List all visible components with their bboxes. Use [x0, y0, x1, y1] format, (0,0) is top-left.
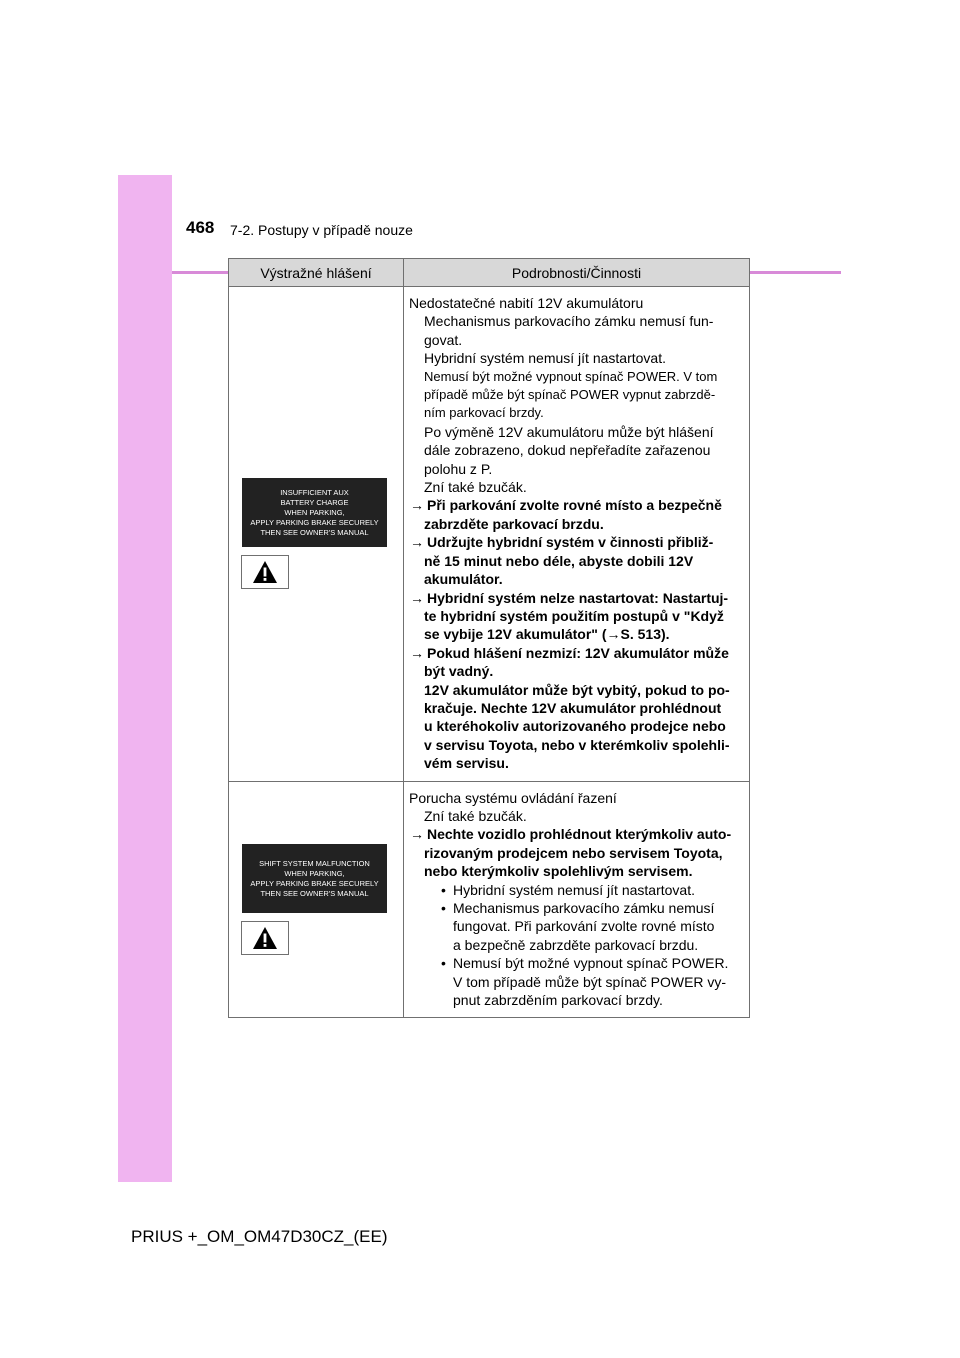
- chapter-title: 7-2. Postupy v případě nouze: [230, 222, 413, 238]
- warning-image-cell: [229, 781, 404, 1018]
- arrow-icon: →: [410, 644, 424, 661]
- details-cell: Porucha systému ovládání řazení Zní také bzučák. → Nechte vozidlo prohlédnout kterýmkoliv auto- rizovaným prodejcem nebo servisem Toyota, nebo kterýmkoliv spolehlivým servisem. • Hybridní systém nemusí jít nastartovat. • Mechanismus parkovacího zámku nemusí fungovat. Při parkování zvolte rovné místo a bezpečně zabrzděte parkovací brzdu. • Nemusí být možné vypnout spínač POWER. V tom případě může být spínač POWER vy- pnut zabrzděním parkovací brzdy.: [404, 781, 750, 1018]
- warning-image-cell: [229, 287, 404, 782]
- bullet-icon: •: [441, 881, 446, 898]
- bullet-icon: •: [441, 955, 446, 972]
- bullet-icon: •: [441, 900, 446, 916]
- page-reference-link[interactable]: S. 513).: [620, 626, 670, 643]
- table-row: [229, 287, 750, 782]
- display-message-shift-malfunction: SHIFT SYSTEM MALFUNCTION WHEN PARKING, APPLY PARKING BRAKE SECURELY THEN SEE OWNER'S MANUAL: [242, 844, 387, 913]
- page-number: 468: [186, 218, 215, 237]
- arrow-icon: →: [410, 826, 424, 843]
- document-footer: PRIUS +_OM_OM47D30CZ_(EE): [131, 1227, 388, 1246]
- chapter-sidebar-tab: [118, 175, 172, 1182]
- column-header-details: Podrobnosti/Činnosti: [404, 259, 750, 287]
- warning-messages-table: [228, 258, 750, 1018]
- arrow-icon: →: [410, 497, 424, 514]
- arrow-icon: →: [410, 589, 424, 606]
- arrow-icon: →: [606, 626, 621, 643]
- column-header-warning: Výstražné hlášení: [229, 259, 404, 287]
- warning-triangle-icon: [241, 555, 289, 589]
- table-header-row: [229, 259, 750, 287]
- warning-triangle-icon: [241, 921, 289, 955]
- arrow-icon: →: [410, 534, 424, 551]
- display-message-insufficient-aux: INSUFFICIENT AUX BATTERY CHARGE WHEN PARKING, APPLY PARKING BRAKE SECURELY THEN SEE OWNER'S MANUAL: [242, 478, 387, 547]
- details-cell: Nedostatečné nabití 12V akumulátoru Mechanismus parkovacího zámku nemusí fun- govat. Hybridní systém nemusí jít nastartovat. Nemusí být možné vypnout spínač POWER. V tom případě může být spínač POWER vypnut zabrzdě- ním parkovací brzdy. Po výměně 12V akumulátoru může být hlášení dále zobrazeno, dokud nepřeřadíte zařazenou polohu z P. Zní také bzučák. → Při parkování zvolte rovné místo a bezpečně zabrzděte parkovací brzdu. → Udržujte hybridní systém v činnosti přibliž- ně 15 minut nebo déle, abyste dobili 12V akumulátor. → Hybridní systém nelze nastartovat: Nastartuj- te hybridní systém použitím postupů v "Když se vybije 12V akumulátor" (→S. 513). → Pokud hlášení nezmizí: 12V akumulátor může být vadný. 12V akumulátor může být vybitý, pokud to po- kračuje. Nechte 12V akumulátor prohlédnout u kteréhokoliv autorizovaného prodejce nebo v servisu Toyota, nebo v kterémkoliv spolehli- vém servisu.: [404, 287, 750, 782]
- table-row: [229, 781, 750, 1018]
